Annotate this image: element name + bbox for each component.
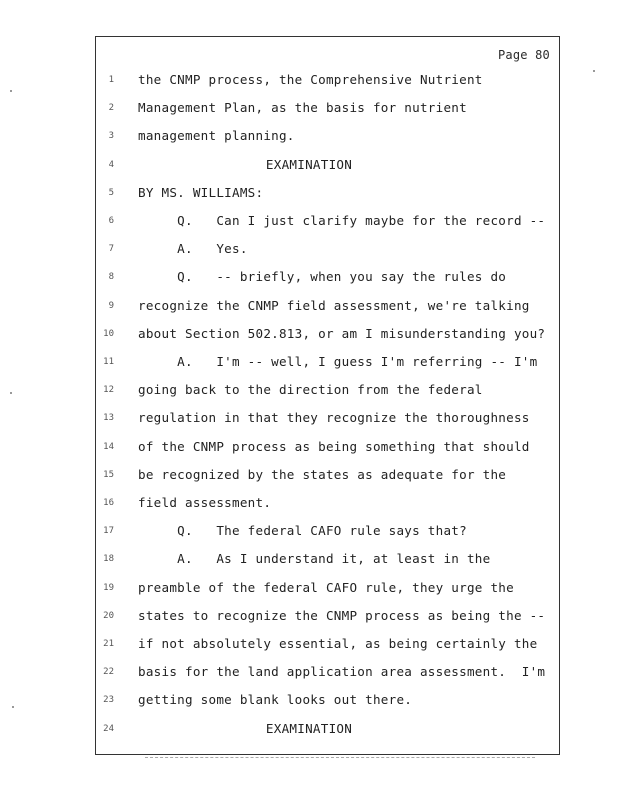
- section-heading: EXAMINATION: [265, 157, 353, 172]
- bottom-rule: [145, 757, 535, 758]
- transcript-line: field assessment.: [138, 495, 272, 510]
- line-number: 12: [103, 385, 114, 395]
- transcript-line: be recognized by the states as adequate for the: [138, 467, 507, 482]
- transcript-line: A. I'm -- well, I guess I'm referring -- I'm: [138, 354, 538, 369]
- scan-speck: [12, 706, 14, 708]
- transcript-line: Q. The federal CAFO rule says that?: [138, 523, 467, 538]
- section-heading: EXAMINATION: [265, 721, 353, 736]
- line-number: 10: [103, 329, 114, 339]
- transcript-line: Management Plan, as the basis for nutrient: [138, 100, 467, 115]
- line-number: 3: [108, 131, 114, 141]
- line-number: 15: [103, 470, 114, 480]
- transcript-line: A. Yes.: [138, 241, 248, 256]
- scan-speck: [10, 90, 12, 92]
- line-number: 16: [103, 498, 114, 508]
- transcript-line: recognize the CNMP field assessment, we're talking: [138, 298, 530, 313]
- line-number: 19: [103, 583, 114, 593]
- line-number: 6: [108, 216, 114, 226]
- transcript-line: getting some blank looks out there.: [138, 692, 413, 707]
- transcript-line: basis for the land application area assessment. I'm: [138, 664, 546, 679]
- transcript-line: regulation in that they recognize the thoroughness: [138, 410, 530, 425]
- line-number: 21: [103, 639, 114, 649]
- line-number: 17: [103, 526, 114, 536]
- line-number: 9: [108, 301, 114, 311]
- line-number: 14: [103, 442, 114, 452]
- transcript-line: going back to the direction from the federal: [138, 382, 483, 397]
- transcript-line: if not absolutely essential, as being certainly the: [138, 636, 538, 651]
- transcript-line: preamble of the federal CAFO rule, they urge the: [138, 580, 514, 595]
- transcript-line: management planning.: [138, 128, 295, 143]
- line-number: 11: [103, 357, 114, 367]
- line-number: 20: [103, 611, 114, 621]
- line-number: 8: [108, 272, 114, 282]
- line-number: 18: [103, 554, 114, 564]
- line-number: 1: [108, 75, 114, 85]
- line-number: 7: [108, 244, 114, 254]
- line-number: 22: [103, 667, 114, 677]
- scan-speck: [593, 70, 595, 72]
- transcript-line: A. As I understand it, at least in the: [138, 551, 491, 566]
- line-number: 13: [103, 413, 114, 423]
- line-number: 23: [103, 695, 114, 705]
- transcript-line: Q. Can I just clarify maybe for the record --: [138, 213, 546, 228]
- line-number: 5: [108, 188, 114, 198]
- line-number: 24: [103, 724, 114, 734]
- transcript-line: of the CNMP process as being something that should: [138, 439, 530, 454]
- transcript-line: states to recognize the CNMP process as being the --: [138, 608, 546, 623]
- line-number: 4: [108, 160, 114, 170]
- transcript-line: BY MS. WILLIAMS:: [138, 185, 264, 200]
- scan-speck: [10, 392, 12, 394]
- page-number: Page 80: [498, 48, 550, 62]
- transcript-line: the CNMP process, the Comprehensive Nutrient: [138, 72, 483, 87]
- transcript-line: about Section 502.813, or am I misunderstanding you?: [138, 326, 546, 341]
- transcript-line: Q. -- briefly, when you say the rules do: [138, 269, 507, 284]
- line-number: 2: [108, 103, 114, 113]
